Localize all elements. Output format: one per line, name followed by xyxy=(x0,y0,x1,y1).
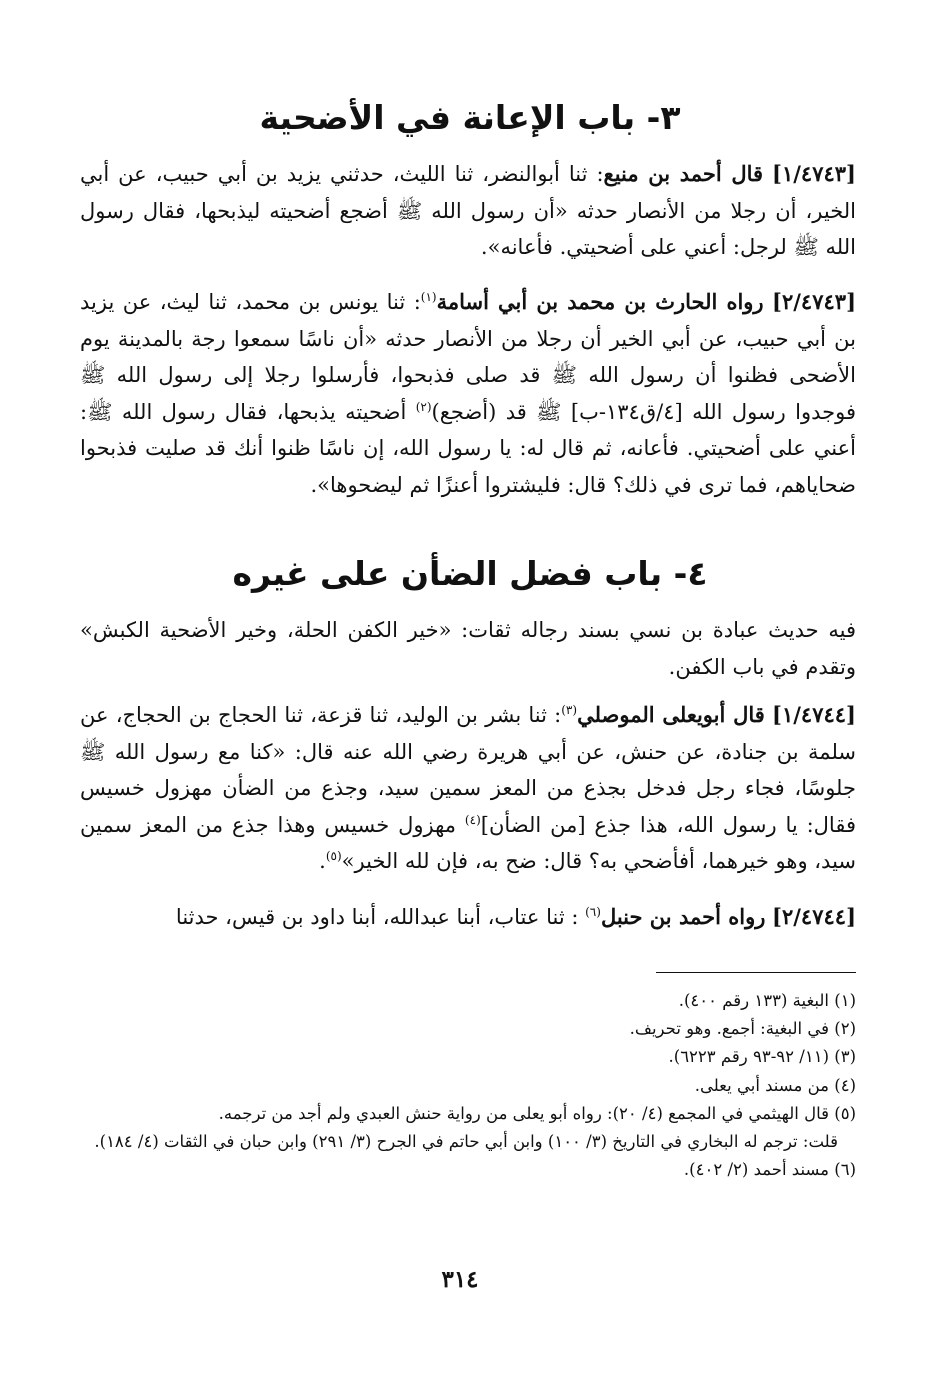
footnote-marker: (١) xyxy=(420,290,437,304)
footnote-item: (٥) قال الهيثمي في المجمع (٤/ ٢٠): رواه أبو يعلى من رواية حنش العبدي ولم أجد من ترجمه. xyxy=(218,1103,856,1123)
footnote-separator xyxy=(656,972,856,973)
hadith-narrator: قال أحمد بن منيع xyxy=(603,161,764,186)
chapter-3-title: ٣- باب الإعانة في الأضحية xyxy=(259,98,681,137)
hadith-text: : ثنا بشر بن الوليد، ثنا قزعة، ثنا الحجاج بن الحجاج، عن سلمة بن جنادة، عن حنش، عن أبي هريرة رضي الله عنه قال: «كنا مع رسول الله ﷺ جلوسًا، فجاء رجل فدخل بجذع من المعز سمين سيد، وجذع من الضأن مهزول خسيس فقال: يا رسول الله، هذا جذع [من الضأن] xyxy=(80,703,856,837)
hadith-text: : ثنا عتاب، أبنا عبدالله، أبنا داود بن قيس، حدثنا xyxy=(175,905,586,929)
hadith-ref: [٢/٤٧٤٤] xyxy=(772,904,856,929)
footnote-item: (٢) في البغية: أجمع. وهو تحريف. xyxy=(629,1019,856,1039)
hadith-text: أضحيته يذبحها، فقال رسول الله ﷺ: أعني على أضحيتي. فأعانه، ثم قال له: يا رسول الله، إن ناسًا ظنوا أنك قد صليت فذبحوا ضحاياهم، فما ترى في ذلك؟ قال: فليشتروا أعنزًا ثم ليضحوها». xyxy=(80,399,856,497)
chapter-note-paragraph xyxy=(80,612,856,685)
hadith-paragraph-3 xyxy=(80,697,856,880)
hadith-narrator: رواه أحمد بن حنبل xyxy=(600,904,766,929)
chapter-note-text: فيه حديث عبادة بن نسي بسند رجاله ثقات: «خير الكفن الحلة، وخير الأضحية الكبش» وتقدم في باب الكفن. xyxy=(80,618,856,679)
hadith-text: . xyxy=(319,849,326,874)
footnote-item: (٣) (١١/ ٩٢-٩٣ رقم ٦٢٢٣). xyxy=(668,1047,856,1067)
footnote-item: (٤) من مسند أبي يعلى. xyxy=(694,1075,856,1095)
footnote-marker: (٣) xyxy=(561,703,578,717)
footnote-marker: (٦) xyxy=(585,905,601,919)
hadith-paragraph-1 xyxy=(80,156,856,266)
footnote-marker: (٢) xyxy=(415,399,432,414)
hadith-narrator: رواه الحارث بن محمد بن أبي أسامة xyxy=(436,289,764,314)
hadith-text: : ثنا يونس بن محمد، ثنا ليث، عن يزيد بن أبي حبيب، عن أبي الخير أن رجلا من الأنصار حدثه «أن ناسًا سمعوا رجة بالمدينة يوم الأضحى فظنوا أن رسول الله ﷺ قد صلى فذبحوا، فأرسلوا رجلا إلى رسول الله ﷺ فوجدوا رسول الله [٤/ق١٣٤-ب] ﷺ قد (أضجع) xyxy=(80,290,857,424)
hadith-ref: [٢/٤٧٤٣] xyxy=(772,289,856,314)
footnote-item: (٦) مسند أحمد (٢/ ٤٠٢). xyxy=(683,1160,856,1180)
footnote-item: (١) البغية (١٣٣ رقم ٤٠٠). xyxy=(678,991,856,1010)
page-number: ٣١٤ xyxy=(441,1266,479,1293)
hadith-narrator: قال أبويعلى الموصلي xyxy=(577,702,765,727)
hadith-paragraph-4 xyxy=(80,899,856,936)
footnote-marker: (٥) xyxy=(325,849,342,864)
hadith-paragraph-2 xyxy=(80,284,856,504)
chapter-4-title: ٤- باب فضل الضأن على غيره xyxy=(232,554,708,593)
footnote-marker: (٤) xyxy=(464,812,481,827)
hadith-text: مهزول خسيس وهذا جذع من المعز سمين سيد، وهو خيرهما، أفأضحي به؟ قال: ضح به، فإن لله الخير» xyxy=(80,812,856,874)
hadith-text: : ثنا أبوالنضر، ثنا الليث، حدثني يزيد بن أبي حبيب، عن أبي الخير، أن رجلا من الأنصار حدثه «أن رسول الله ﷺ أضجع أضحيته ليذبحها، فقال رسول الله ﷺ لرجل: أعني على أضحيتي. فأعانه». xyxy=(80,162,856,260)
footnote-item-continuation: قلت: ترجم له البخاري في التاريخ (٣/ ١٠٠) وابن أبي حاتم في الجرح (٣/ ٢٩١) وابن حبان في الثقات (٤/ ١٨٤). xyxy=(94,1132,838,1152)
hadith-ref: [١/٤٧٤٣] xyxy=(772,161,856,186)
footnotes-list xyxy=(80,987,856,1184)
hadith-ref: [١/٤٧٤٤] xyxy=(772,702,856,727)
